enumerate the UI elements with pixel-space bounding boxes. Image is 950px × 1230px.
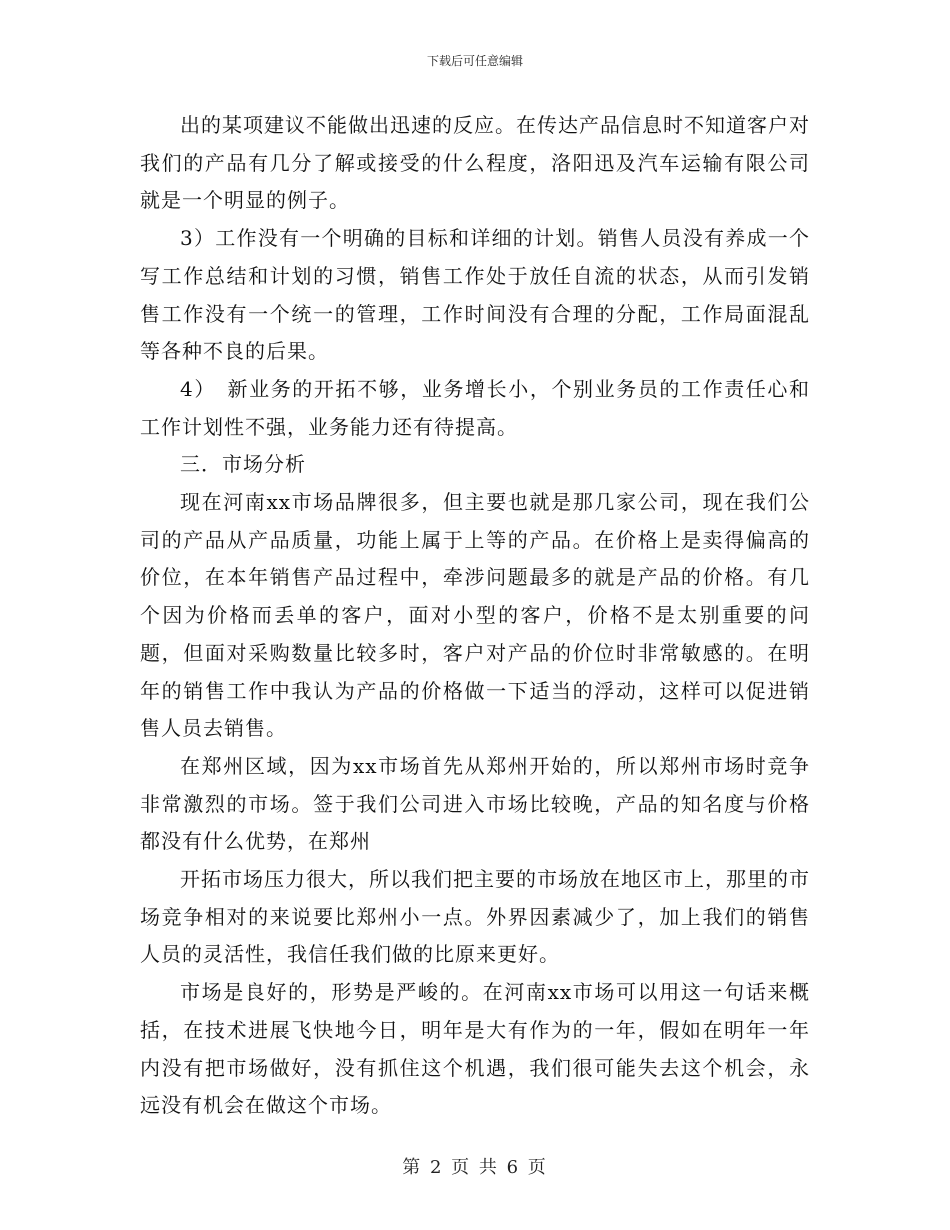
paragraph: 出的某项建议不能做出迅速的反应。在传达产品信息时不知道客户对我们的产品有几分了解或接受的什么程度，洛阳迅及汽车运输有限公司就是一个明显的例子。 bbox=[140, 113, 810, 213]
paragraph: 现在河南xx市场品牌很多，但主要也就是那几家公司，现在我们公司的产品从产品质量，功能上属于上等的产品。在价格上是卖得偏高的价位，在本年销售产品过程中，牵涉问题最多的就是产品的价格。有几个因为价格而丢单的客户，面对小型的客户，价格不是太别重要的问题，但面对采购数量比较多时，客户对产品的价位时非常敏感的。在明年的销售工作中我认为产品的价格做一下适当的浮动，这样可以促进销售人员去销售。 bbox=[140, 490, 810, 741]
page-header: 下载后可任意编辑 bbox=[426, 54, 523, 68]
section-heading: 三．市场分析 bbox=[180, 452, 306, 477]
paragraph: 4） 新业务的开拓不够，业务增长小，个别业务员的工作责任心和工作计划性不强，业务能力还有待提高。 bbox=[140, 376, 810, 439]
paragraph: 市场是良好的，形势是严峻的。在河南xx市场可以用这一句话来概括，在技术进展飞快地今日，明年是大有作为的一年，假如在明年一年内没有把市场做好，没有抓住这个机遇，我们很可能失去这个机会，永远没有机会在做这个市场。 bbox=[140, 980, 810, 1118]
paragraph: 开拓市场压力很大，所以我们把主要的市场放在地区市上，那里的市场竞争相对的来说要比郑州小一点。外界因素减少了，加上我们的销售人员的灵活性，我信任我们做的比原来更好。 bbox=[140, 867, 810, 967]
page-number: 第 2 页 共 6 页 bbox=[402, 1157, 548, 1178]
paragraph: 3）工作没有一个明确的目标和详细的计划。销售人员没有养成一个写工作总结和计划的习惯，销售工作处于放任自流的状态，从而引发销售工作没有一个统一的管理，工作时间没有合理的分配，工作局面混乱等各种不良的后果。 bbox=[140, 226, 810, 364]
document-body bbox=[140, 107, 810, 1125]
paragraph: 在郑州区域，因为xx市场首先从郑州开始的，所以郑州市场时竞争非常激烈的市场。签于我们公司进入市场比较晚，产品的知名度与价格都没有什么优势，在郑州 bbox=[140, 753, 810, 854]
